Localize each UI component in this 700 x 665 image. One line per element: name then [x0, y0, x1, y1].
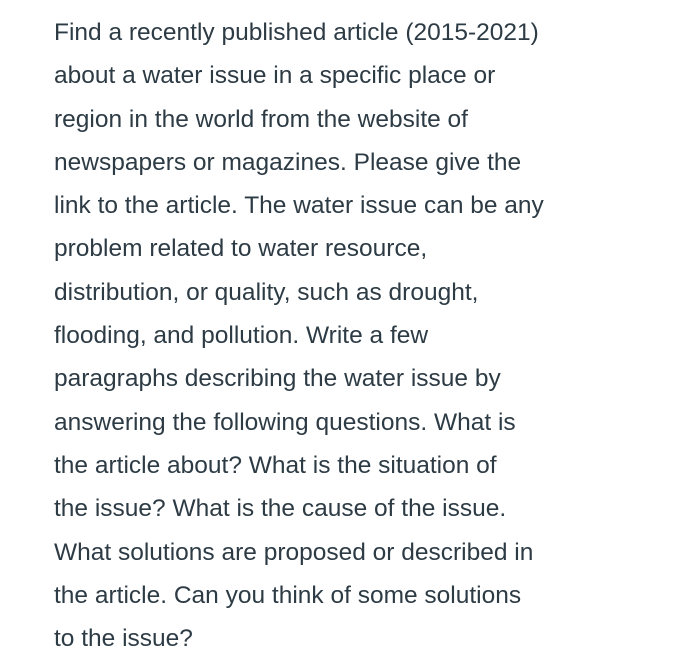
- question-text: [54, 11, 654, 660]
- question-line-10: answering the following questions. What is: [54, 408, 516, 436]
- question-line-9: paragraphs describing the water issue by: [54, 365, 501, 393]
- question-line-15: to the issue?: [54, 625, 193, 653]
- question-line-7: distribution, or quality, such as drought,: [54, 278, 479, 306]
- question-line-8: flooding, and pollution. Write a few: [54, 322, 429, 350]
- question-line-6: problem related to water resource,: [54, 235, 428, 263]
- question-line-2: about a water issue in a specific place or: [54, 62, 496, 90]
- question-line-4: newspapers or magazines. Please give the: [54, 148, 522, 176]
- question-line-12: the issue? What is the cause of the issue.: [54, 495, 507, 523]
- question-line-5: link to the article. The water issue can be any: [54, 192, 544, 220]
- question-line-14: the article. Can you think of some solutions: [54, 581, 522, 609]
- question-line-1: Find a recently published article (2015-2021): [54, 19, 539, 46]
- question-line-3: region in the world from the website of: [54, 105, 468, 133]
- question-line-11: the article about? What is the situation of: [54, 451, 497, 479]
- question-line-13: What solutions are proposed or described in: [54, 538, 534, 566]
